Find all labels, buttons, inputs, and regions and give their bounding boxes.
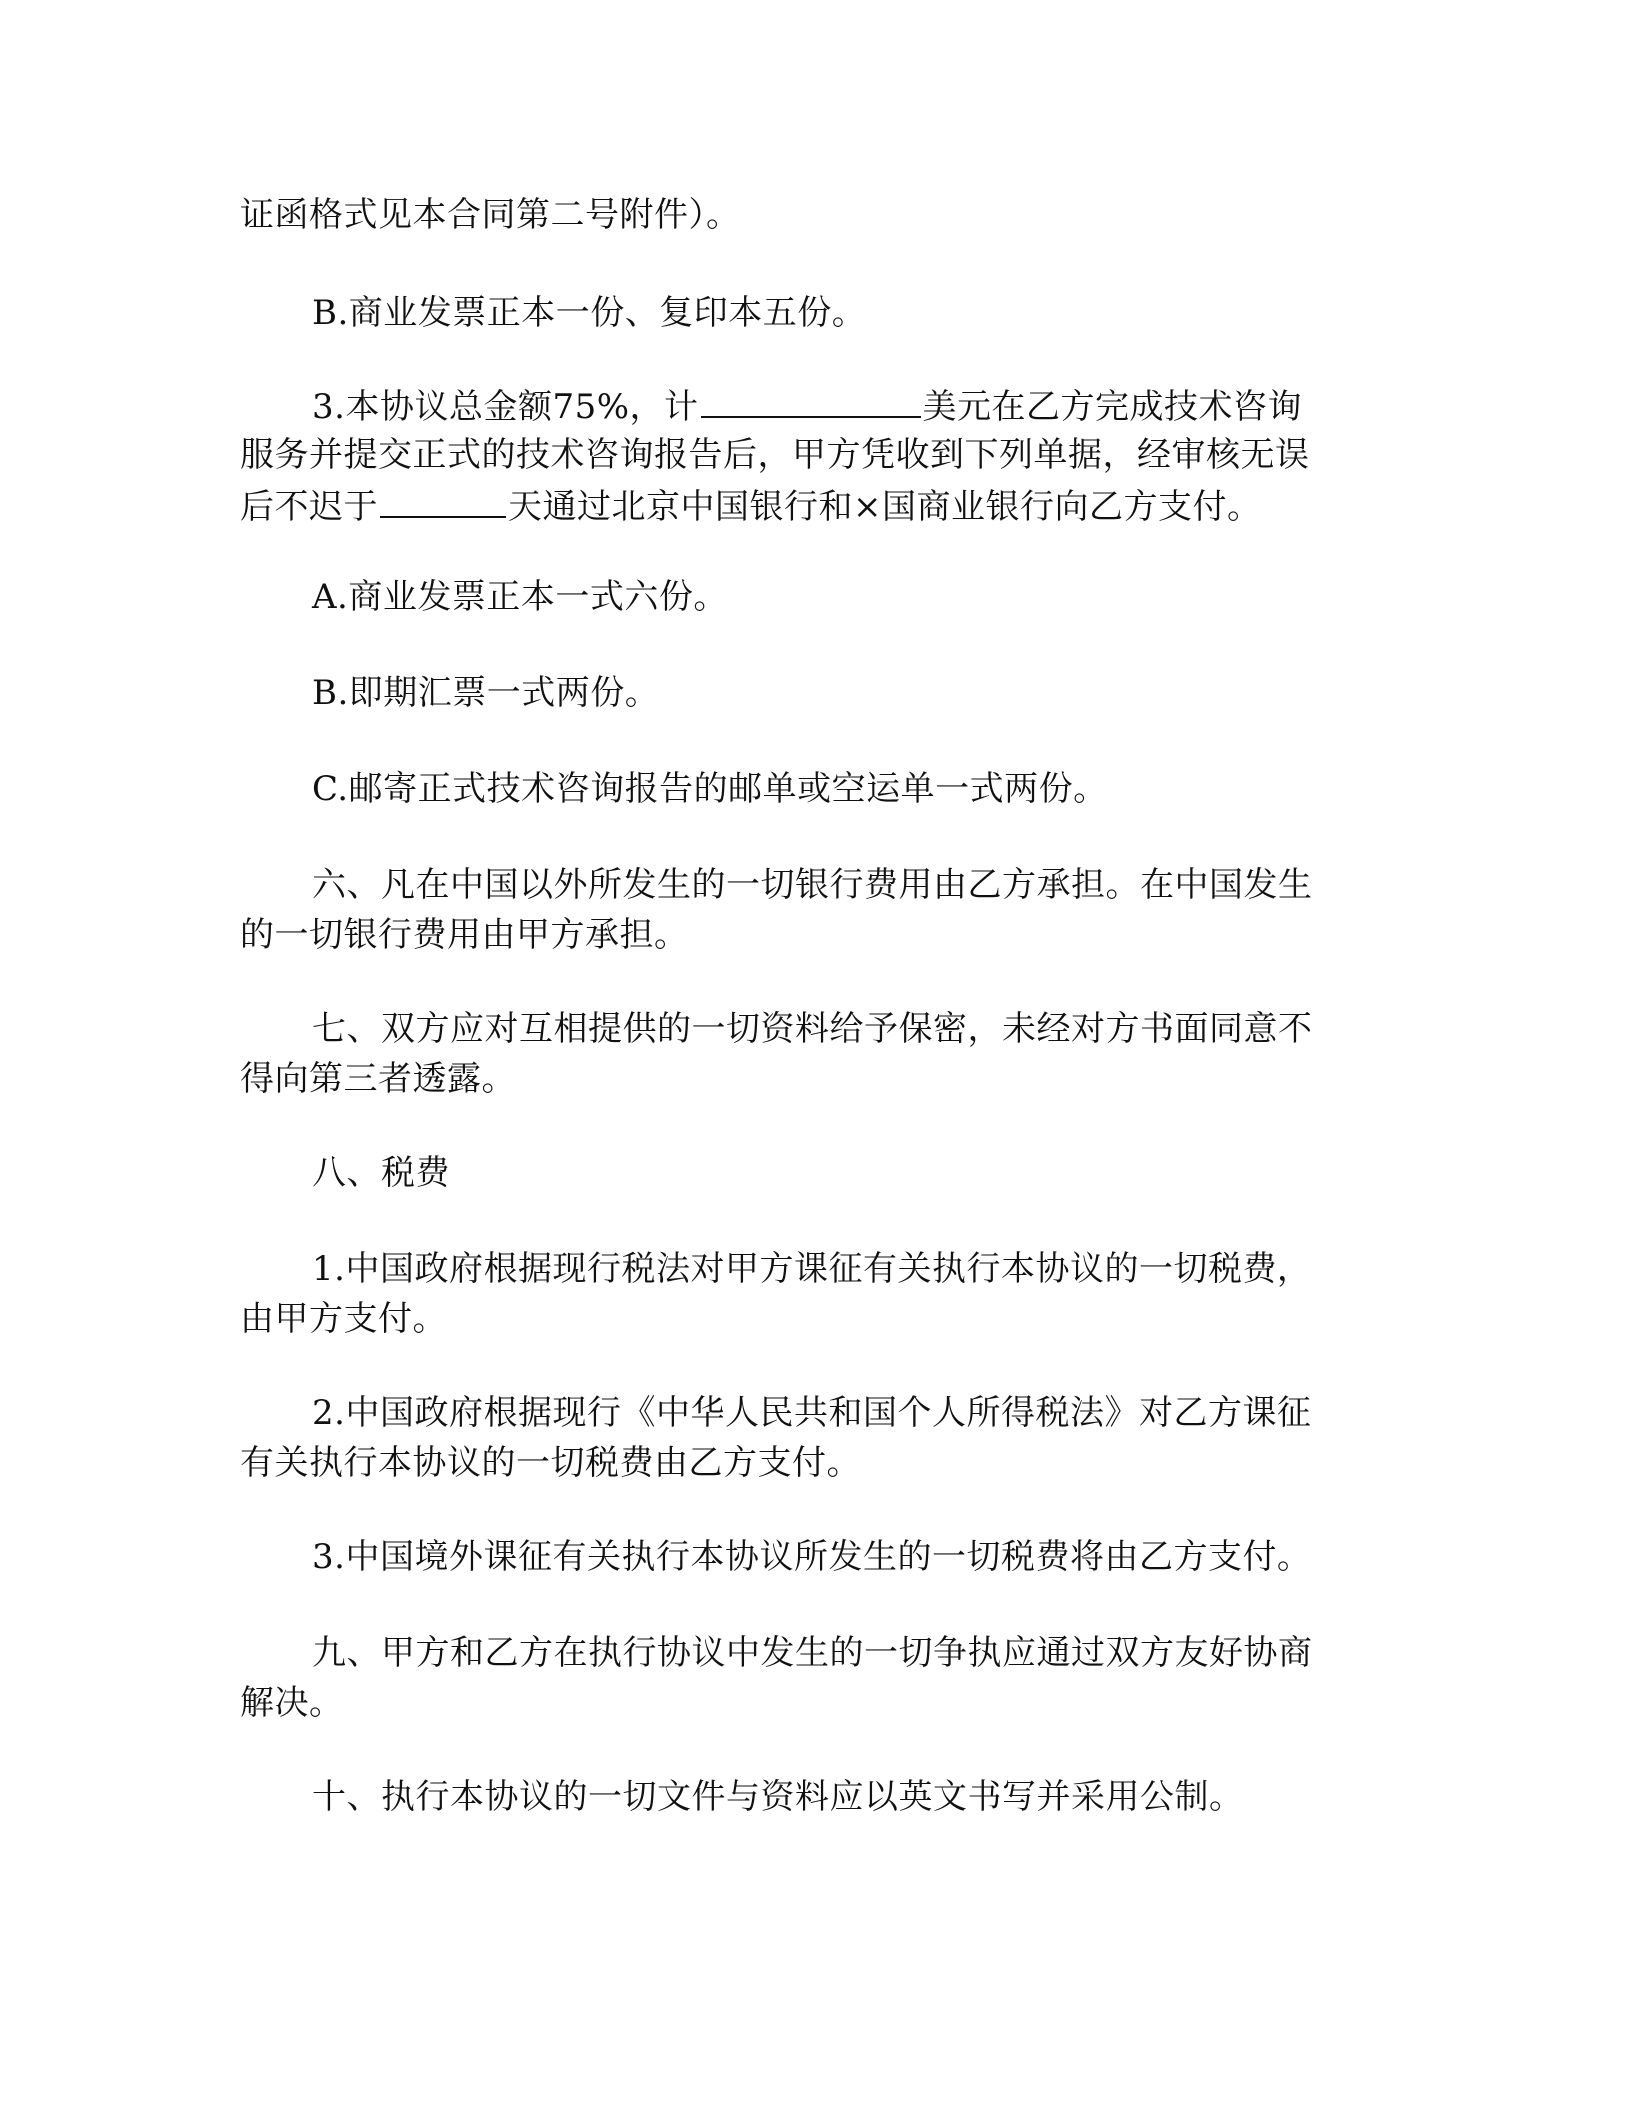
paragraph-payment-75 [240,380,1390,530]
text-line: 有关执行本协议的一切税费由乙方支付。 [240,1443,861,1483]
paragraph-invoice-copies [240,288,1390,338]
paragraph-tax-3 [240,1532,1390,1582]
text-line: 得向第三者透露。 [240,1059,516,1099]
text-line: 八、税费 [312,1153,450,1193]
text-line: 证函格式见本合同第二号附件）。 [240,195,741,235]
paragraph-clause-10 [240,1772,1390,1822]
text-segment: 美元在乙方完成技术咨询 [922,387,1303,427]
paragraph-item-b [240,668,1390,718]
text-line: C.邮寄正式技术咨询报告的邮单或空运单一式两份。 [312,769,1108,809]
text-line: B.即期汇票一式两份。 [312,673,660,713]
text-segment: 3.本协议总金额75%，计 [312,387,699,427]
text-line: 七、双方应对互相提供的一切资料给予保密，未经对方书面同意不 [312,1009,1313,1049]
paragraph-attachment-note [240,190,1390,240]
text-line: B.商业发票正本一份、复印本五份。 [312,293,867,333]
paragraph-item-c [240,764,1390,814]
text-line: 解决。 [240,1683,344,1723]
text-line: 3.中国境外课征有关执行本协议所发生的一切税费将由乙方支付。 [312,1537,1312,1577]
paragraph-tax-2 [240,1388,1390,1488]
text-line: 的一切银行费用由甲方承担。 [240,915,689,955]
text-line: 十、执行本协议的一切文件与资料应以英文书写并采用公制。 [312,1777,1244,1817]
days-blank-field [380,480,506,518]
paragraph-clause-8-heading [240,1148,1390,1198]
paragraph-clause-6 [240,860,1390,960]
text-segment: 天通过北京中国银行和×国商业银行向乙方支付。 [508,487,1262,527]
paragraph-item-a [240,572,1390,622]
text-line: 六、凡在中国以外所发生的一切银行费用由乙方承担。在中国发生 [312,865,1313,905]
text-line: 服务并提交正式的技术咨询报告后，甲方凭收到下列单据，经审核无误 [240,435,1310,475]
text-line: A.商业发票正本一式六份。 [312,577,728,617]
text-line [240,380,1390,430]
amount-blank-field [701,380,921,418]
text-segment: 后不迟于 [240,487,378,527]
text-line: 1.中国政府根据现行税法对甲方课征有关执行本协议的一切税费， [312,1249,1312,1289]
paragraph-clause-9 [240,1628,1390,1728]
text-line [240,480,1390,530]
paragraph-clause-7 [240,1004,1390,1104]
text-line: 九、甲方和乙方在执行协议中发生的一切争执应通过双方友好协商 [312,1633,1313,1673]
text-line: 2.中国政府根据现行《中华人民共和国个人所得税法》对乙方课征 [312,1393,1312,1433]
text-line: 由甲方支付。 [240,1299,447,1339]
paragraph-tax-1 [240,1244,1390,1344]
